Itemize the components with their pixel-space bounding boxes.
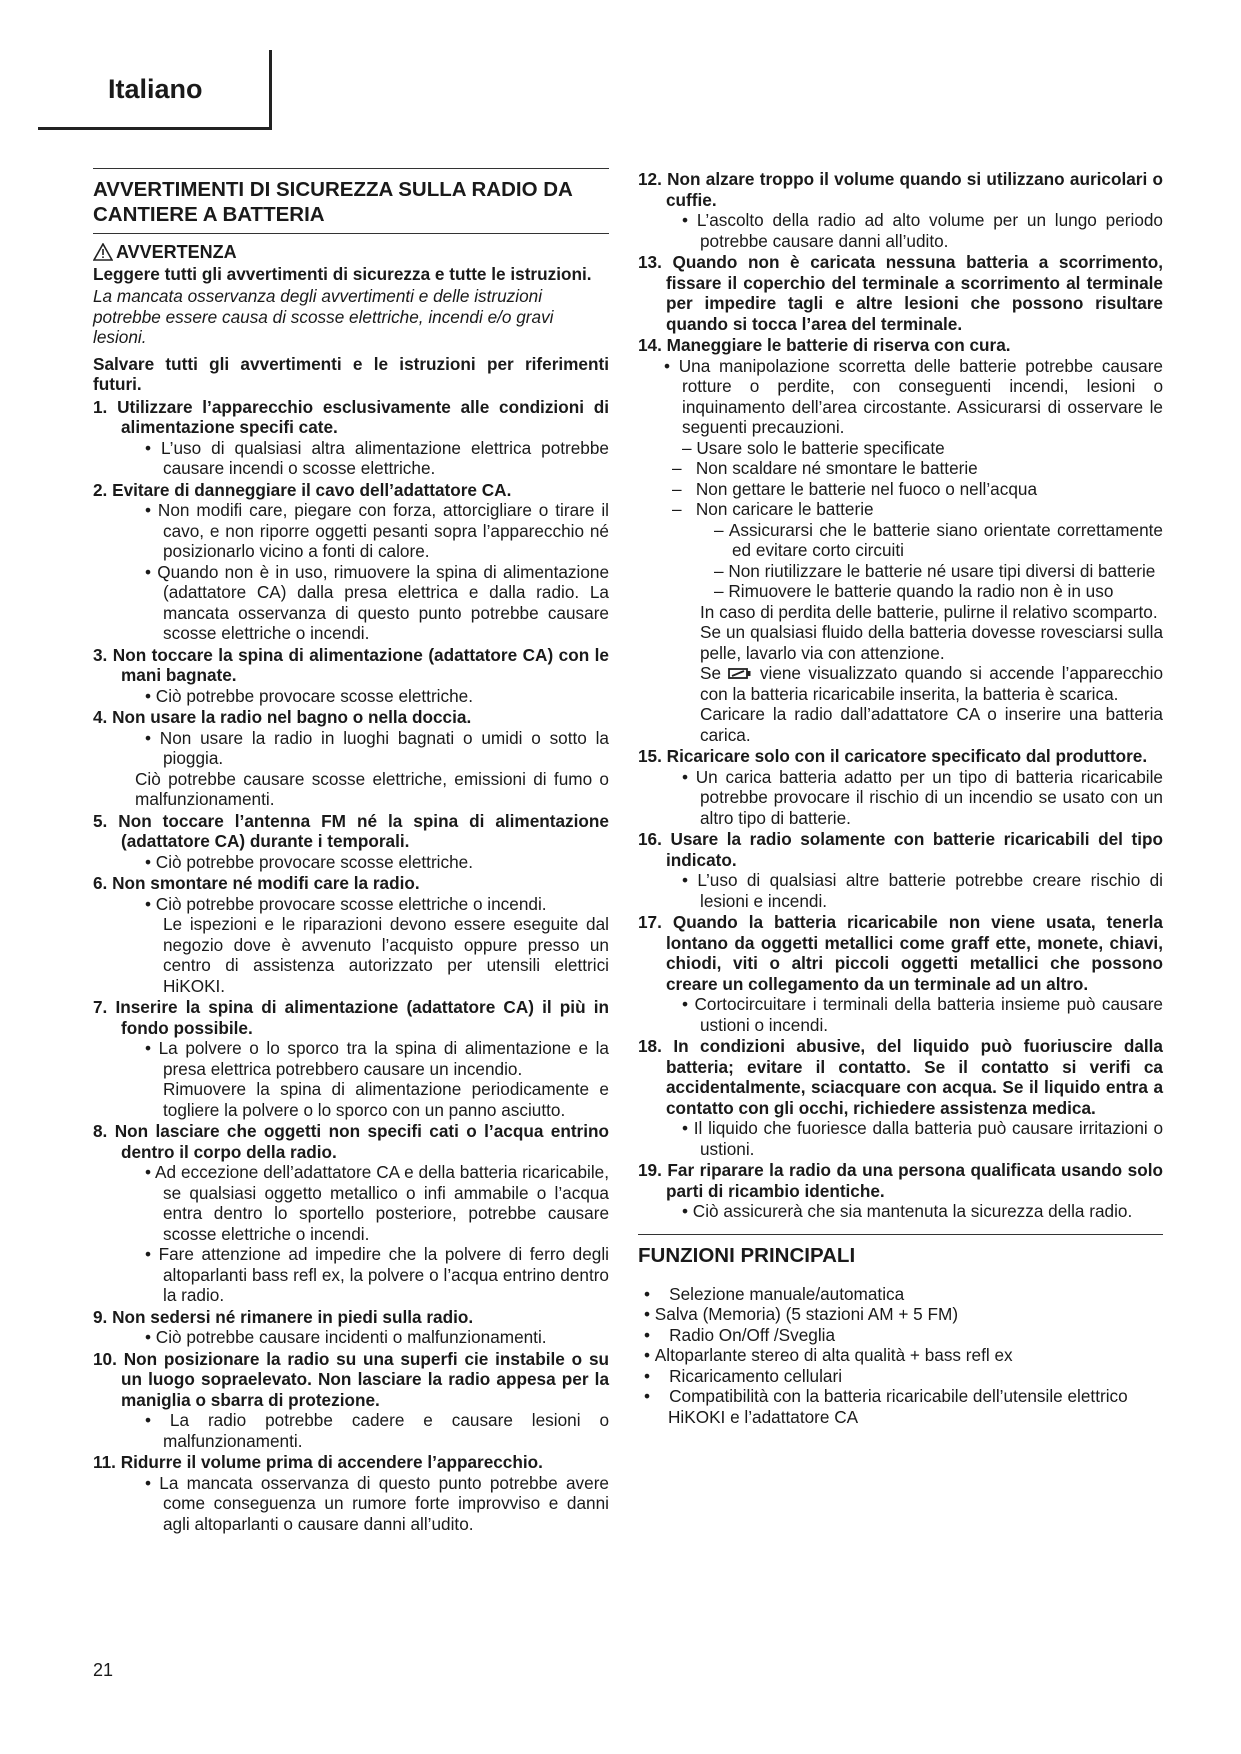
item-bullet: • Cortocircuitare i terminali della batteria insieme può causare ustioni o incendi. [682,994,1163,1035]
bullet-dot: • [644,1283,670,1304]
right-items-b [638,746,1163,1222]
item-16 [638,829,1163,911]
item-bullet: • Non modifi care, piegare con forza, attorcigliare o tirare il cavo, e non riporre oggetti pesanti sopra l’apparecchio né posizionarlo vicino a fonti di calore. [145,500,609,561]
item-14-bullet: • Una manipolazione scorretta delle batterie potrebbe causare rotture o perdite, con conseguenti incendi, lesioni o inquinamento dell’area circostante. Assicurarsi di osservare le seguenti precauzioni. [664,355,1163,437]
feature-text: Radio On/Off /Sveglia [669,1324,836,1345]
item-1 [93,397,609,479]
warning-triangle-icon [93,243,113,261]
item-14-title: 14. Maneggiare le batterie di riserva con cura. [638,335,1011,355]
item-bullet: • Il liquido che fuoriesce dalla batteria può causare irritazioni o ustioni. [682,1118,1163,1159]
item-bullet: • Un carica batteria adatto per un tipo di batteria ricaricabile potrebbe provocare il rischio di un incendio se usato con un altro tipo di batterie. [682,766,1163,828]
item-13 [638,252,1163,334]
italic-note: La mancata osservanza degli avvertimenti e delle istruzioni potrebbe essere causa di scosse elettriche, incendi e/o gravi lesioni. [93,286,554,347]
item-title: 1. Utilizzare l’apparecchio esclusivamente alle condizioni di alimentazione specifi cate. [93,396,609,437]
right-items-a [638,169,1163,334]
item-14-subdash-0: – Assicurarsi che le batterie siano orientate correttamente ed evitare corto circuiti [714,519,1163,560]
item-14-dash-2 [638,479,1163,500]
page-number: 21 [93,1660,114,1680]
item-14 [638,335,1163,745]
item-bullet: • La mancata osservanza di questo punto potrebbe avere come conseguenza un rumore forte improvviso e danni agli altoparlanti o causare danni all’udito. [145,1472,609,1534]
item-bullet: • L’uso di qualsiasi altre batterie potrebbe creare rischio di lesioni e incendi. [682,870,1163,911]
item-bullet: • La polvere o lo sporco tra la spina di alimentazione e la presa elettrica potrebbero causare un incendio. [145,1038,609,1079]
item-extra: Le ispezioni e le riparazioni devono essere eseguite dal negozio dove è avvenuto l’acquisto oppure presso un centro di assistenza autorizzato per utensili elettrici HiKOKI. [163,914,609,996]
battery-note-post: viene visualizzato quando si accende l’apparecchio con la batteria ricaricabile inserita, la batteria è scarica. [700,663,1163,704]
read-all-instructions: Leggere tutti gli avvertimenti di sicurezza e tutte le istruzioni. [93,263,592,284]
item-17 [638,912,1163,1035]
bullet-dot: • [644,1345,655,1365]
item-bullet: • Ciò potrebbe provocare scosse elettriche. [145,851,473,872]
safety-title: AVVERTIMENTI DI SICUREZZA SULLA RADIO DA CANTIERE A BATTERIA [93,168,609,234]
item-bullet: • Non usare la radio in luoghi bagnati o umidi o sotto la pioggia. [145,727,609,768]
item-title: 9. Non sedersi né rimanere in piedi sulla radio. [93,1306,474,1327]
item-8 [93,1121,609,1306]
item-14-dash-3-text: Non caricare le batterie [695,499,874,519]
item-19 [638,1160,1163,1222]
dash-mark: – [672,478,696,499]
warning-heading [93,242,609,263]
item-bullet: • Quando non è in uso, rimuovere la spina di alimentazione (adattatore CA) dalla presa elettrica e dalla radio. La mancata osservanza di questo punto potrebbe causare scosse elettriche o incendi. [145,561,609,643]
feature-item [638,1366,1163,1387]
item-bullet: • Ciò potrebbe provocare scosse elettriche. [145,685,473,706]
item-6 [93,873,609,996]
item-title: 4. Non usare la radio nel bagno o nella doccia. [93,707,472,727]
feature-item [638,1386,1163,1427]
item-10 [93,1349,609,1452]
item-bullet: • L’uso di qualsiasi altra alimentazione elettrica potrebbe causare incendi o scosse elettriche. [145,437,609,478]
item-14-dash-2-text: Non gettare le batterie nel fuoco o nell’acqua [695,478,1038,499]
item-title: 13. Quando non è caricata nessuna batteria a scorrimento, fissare il coperchio del terminale a scorrimento al terminale per impedire tagli e altre lesioni che possono risultare quando si tocca l’area del terminale. [638,252,1163,334]
item-14-dash-0: – Usare solo le batterie specificate [682,437,945,458]
battery-note-pre: Se [700,663,722,683]
item-title: 10. Non posizionare la radio su una superfi cie instabile o su un luogo sopraelevato. Non lasciare la radio appesa per la maniglia o sbarra di protezione. [93,1348,609,1410]
feature-item [638,1325,1163,1346]
dash-mark: – [672,458,696,478]
item-bullet: • La radio potrebbe cadere e causare lesioni o malfunzionamenti. [145,1410,609,1451]
warning-label: AVVERTENZA [116,242,237,262]
item-title: 8. Non lasciare che oggetti non specifi cati o l’acqua entrino dentro il corpo della radio. [93,1121,609,1162]
item-title: 6. Non smontare né modifi care la radio. [93,873,420,893]
item-bullet: • L’ascolto della radio ad alto volume per un lungo periodo potrebbe causare danni all’udito. [682,210,1163,251]
features-list [638,1284,1163,1428]
item-9 [93,1307,609,1348]
item-14-dash-1 [638,458,1163,479]
item-bullet: • Ciò assicurerà che sia mantenuta la sicurezza della radio. [682,1201,1133,1221]
item-4 [93,707,609,810]
language-tab [38,50,272,130]
item-title: 12. Non alzare troppo il volume quando si utilizzano auricolari o cuffie. [638,169,1163,210]
item-14-dash-3 [638,499,1163,520]
item-14-para-0: In caso di perdita delle batterie, pulirne il relativo scomparto. [700,601,1158,622]
item-title: 3. Non toccare la spina di alimentazione (adattatore CA) con le mani bagnate. [93,644,609,685]
feature-text: Ricaricamento cellulari [669,1365,843,1386]
left-items [93,397,609,1535]
feature-item [638,1345,1163,1366]
item-title: 15. Ricaricare solo con il caricatore specificato dal produttore. [638,746,1148,766]
feature-item [638,1304,1163,1325]
language-label: Italiano [108,74,203,104]
item-18 [638,1036,1163,1159]
left-column [93,168,609,1534]
item-2 [93,480,609,644]
bullet-dot: • [644,1365,670,1386]
item-title: 17. Quando la batteria ricaricabile non viene usata, tenerla lontano da oggetti metallici come graff ette, monete, chiavi, chiodi, viti o altri piccoli oggetti metallici che possono creare un collegamento da un terminale ad un altro. [638,912,1163,994]
item-11 [93,1452,609,1534]
features-title: FUNZIONI PRINCIPALI [638,1234,1163,1274]
item-title: 5. Non toccare l’antenna FM né la spina di alimentazione (adattatore CA) durante i temporali. [93,810,609,851]
item-12 [638,169,1163,251]
item-title: 2. Evitare di danneggiare il cavo dell’adattatore CA. [93,479,512,500]
item-14-battery-note [638,663,1163,704]
save-instructions: Salvare tutti gli avvertimenti e le istruzioni per riferimenti futuri. [93,353,609,394]
item-extra: Ciò potrebbe causare scosse elettriche, emissioni di fumo o malfunzionamenti. [135,768,609,809]
item-14-para-1: Se un qualsiasi fluido della batteria dovesse rovesciarsi sulla pelle, lavarlo via con attenzione. [700,622,1163,663]
right-column [638,168,1163,1427]
item-title: 11. Ridurre il volume prima di accendere l’apparecchio. [93,1452,543,1472]
item-title: 18. In condizioni abusive, del liquido può fuoriuscire dalla batteria; evitare il contatto. Se il contatto si verifi ca accidentalmente, sciacquare con acqua. Se il liquido entra a contatto con gli occhi, richiedere assistenza medica. [638,1036,1163,1118]
bullet-dot: • [644,1386,670,1406]
item-14-subdash-2: – Rimuovere le batterie quando la radio non è in uso [714,581,1114,601]
item-14-subdash-1: – Non riutilizzare le batterie né usare tipi diversi di batterie [714,560,1156,581]
item-bullet: • Ciò potrebbe causare incidenti o malfunzionamenti. [145,1327,547,1347]
feature-text: Altoparlante stereo di alta qualità + bass refl ex [654,1345,1013,1365]
item-bullet: • Ciò potrebbe provocare scosse elettriche o incendi. [145,893,547,914]
feature-text: Salva (Memoria) (5 stazioni AM + 5 FM) [654,1304,959,1324]
item-title: 16. Usare la radio solamente con batterie ricaricabili del tipo indicato. [638,829,1163,870]
item-title: 19. Far riparare la radio da una persona qualificata usando solo parti di ricambio identiche. [638,1160,1163,1201]
item-14-last: Caricare la radio dall’adattatore CA o inserire una batteria carica. [700,704,1163,745]
bullet-dot: • [644,1324,670,1345]
dash-mark: – [672,499,696,519]
empty-battery-icon [728,667,752,680]
item-15 [638,746,1163,828]
item-3 [93,645,609,707]
item-7 [93,997,609,1120]
item-14-dash-1-text: Non scaldare né smontare le batterie [695,458,978,478]
item-bullet: • Ad eccezione dell’adattatore CA e della batteria ricaricabile, se qualsiasi oggetto metallico o infi ammabile o l’acqua entra dentro lo sportello posteriore, potrebbe causare scosse elettriche o incendi. [145,1162,609,1244]
item-title: 7. Inserire la spina di alimentazione (adattatore CA) il più in fondo possibile. [93,997,609,1038]
bullet-dot: • [644,1304,655,1324]
feature-text: Compatibilità con la batteria ricaricabile dell’utensile elettrico HiKOKI e l’adattatore CA [668,1386,1128,1427]
feature-item [638,1284,1163,1305]
item-bullet: • Fare attenzione ad impedire che la polvere di ferro degli altoparlanti bass refl ex, la polvere o l’acqua entrino dentro la radio. [145,1244,609,1305]
item-extra: Rimuovere la spina di alimentazione periodicamente e togliere la polvere o lo sporco con un panno asciutto. [163,1079,609,1120]
item-5 [93,811,609,873]
feature-text: Selezione manuale/automatica [669,1283,905,1304]
